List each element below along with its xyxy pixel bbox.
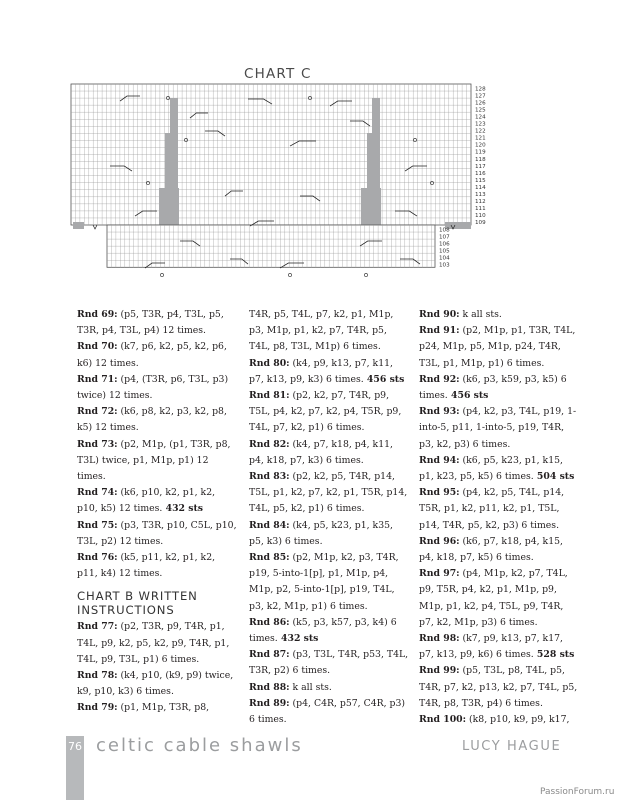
edge-block-left (73, 222, 84, 229)
round-text: k all sts. (289, 681, 332, 693)
row-number: 124 (475, 114, 486, 121)
round-text: (p5, T3L, p8, T4L, p5, T4R, p7, k2, p13, k2, p7, T4L, p5, T4R, p8, T3R, p4) 6 times. (419, 665, 578, 709)
round-text: (p5, T3R, p4, T3L, p5, T3R, p4, T3L, p4) 12 times. (77, 309, 224, 337)
round-instruction (77, 518, 237, 550)
row-number: 114 (475, 184, 486, 191)
round-text: (p4, (T3R, p6, T3L, p3) twice) 12 times. (77, 373, 229, 402)
row-number: 119 (475, 149, 486, 156)
round-instruction (249, 518, 409, 550)
round-label: Rnd 73: (77, 438, 118, 450)
chart-title: CHART C (244, 66, 312, 82)
round-label: Rnd 91: (419, 325, 460, 337)
row-number: 128 (475, 86, 486, 93)
round-label: Rnd 81: (249, 390, 290, 402)
row-number: 121 (475, 135, 486, 142)
row-number: 125 (475, 107, 486, 114)
round-label: Rnd 89: (249, 697, 290, 709)
round-label: Rnd 71: (77, 373, 118, 385)
round-text: (p2, k2, p7, T4R, p9, T5L, p4, k2, p7, k2, p4, T5R, p9, T4L, p7, k2, p1) 6 times. (249, 390, 402, 434)
round-instruction (77, 404, 237, 436)
round-label: Rnd 95: (419, 487, 460, 499)
round-label: Rnd 76: (77, 552, 118, 564)
round-label: Rnd 86: (249, 616, 290, 628)
round-text: (p4, M1p, k2, p7, T4L, p9, T5R, p4, k2, p1, M1p, p9, M1p, p1, k2, p4, T5L, p9, T4R, p7, k2, M1p, p3) 6 times. (419, 568, 568, 628)
row-number: 113 (475, 192, 486, 198)
round-text: (p2, k2, p5, T4R, p14, T5L, p1, k2, p7, k2, p1, T5R, p14, T4L, p5, k2, p1) 6 times. (249, 471, 408, 515)
round-text: T4R, p5, T4L, p7, k2, p1, M1p, p3, M1p, p1, k2, p7, T4R, p5, T4L, p8, T3L, M1p) 6 times. (249, 309, 394, 353)
round-label: Rnd 93: (419, 406, 460, 418)
round-label: Rnd 92: (419, 373, 460, 385)
round-instruction (419, 631, 579, 663)
round-label: Rnd 74: (77, 487, 118, 499)
round-label: Rnd 98: (419, 633, 460, 645)
row-number: 117 (475, 163, 486, 170)
round-text: (p3, T3R, p10, C5L, p10, T3L, p2) 12 times. (77, 519, 237, 547)
round-label: Rnd 87: (249, 649, 290, 661)
round-text: (k7, p9, k13, p7, k17, p7, k13, p9, k6) 6 times. (419, 633, 563, 661)
author-name: LUCY HAGUE (462, 739, 562, 754)
row-number: 111 (475, 206, 486, 213)
row-number: 104 (439, 255, 450, 262)
round-instruction (249, 680, 409, 696)
round-text: (k4, p10, (k9, p9) twice, k9, p10, k3) 6 times. (77, 670, 234, 698)
stitch-count: 432 sts (162, 503, 204, 515)
round-text: (p1, M1p, T3R, p8, (117, 702, 210, 714)
round-label: Rnd 78: (77, 670, 118, 682)
row-number: 126 (475, 100, 486, 107)
round-instruction (419, 534, 579, 566)
round-text: (p2, M1p, p1, T3R, T4L, p24, M1p, p5, M1p, p24, T4R, T3L, p1, M1p, p1) 6 times. (419, 325, 576, 369)
row-number: 108 (439, 227, 450, 234)
round-label: Rnd 72: (77, 406, 118, 418)
round-instruction (249, 307, 409, 356)
round-label: Rnd 96: (419, 535, 460, 547)
round-instruction (249, 437, 409, 469)
round-instruction (77, 619, 237, 668)
round-instruction (77, 372, 237, 404)
round-label: Rnd 83: (249, 471, 290, 483)
round-label: Rnd 77: (77, 621, 118, 633)
row-number: 105 (439, 248, 450, 255)
round-text: (k6, p3, k59, p3, k5) 6 times. (419, 373, 567, 402)
round-instruction (77, 700, 237, 716)
round-instruction (249, 550, 409, 615)
round-label: Rnd 94: (419, 454, 460, 466)
round-instruction (419, 307, 579, 323)
round-instruction (77, 437, 237, 486)
round-instruction (249, 647, 409, 679)
round-instruction (419, 453, 579, 485)
round-instruction (77, 307, 237, 339)
row-number: 123 (475, 121, 486, 128)
stitch-count: 456 sts (363, 373, 405, 385)
increase-symbol (364, 273, 367, 276)
round-instruction (419, 404, 579, 453)
round-instruction (249, 356, 409, 388)
round-instruction (77, 339, 237, 371)
instructions-column-2 (249, 307, 409, 728)
nostitch-block (159, 188, 179, 229)
watermark: PassionForum.ru (540, 787, 615, 797)
row-number: 120 (475, 142, 486, 149)
round-text: (k5, p3, k57, p3, k4) 6 times. (249, 616, 397, 645)
row-number: 127 (475, 93, 486, 100)
stitch-count: 504 sts (533, 471, 575, 483)
instructions-column-1 (77, 307, 237, 717)
round-instruction (249, 469, 409, 518)
round-instruction (77, 485, 237, 517)
round-instruction (419, 566, 579, 631)
round-text: (k7, p6, k2, p5, k2, p6, k6) 12 times. (77, 341, 227, 369)
round-text: (k4, p7, k18, p4, k11, p4, k18, p7, k3) 6 times. (249, 438, 393, 466)
nostitch-block (165, 133, 178, 189)
round-text: (k4, p9, k13, p7, k11, p7, k13, p9, k3) 6 times. (249, 357, 393, 385)
round-instruction (419, 323, 579, 372)
row-number: 106 (439, 241, 450, 248)
round-label: Rnd 70: (77, 341, 118, 353)
round-text: (p2, T3R, p9, T4R, p1, T4L, p9, k2, p5, k2, p9, T4R, p1, T4L, p9, T3L, p1) 6 times. (77, 621, 230, 665)
nostitch-block (367, 133, 380, 189)
nostitch-block (170, 98, 178, 134)
row-number: 103 (439, 262, 450, 269)
row-number: 112 (475, 199, 486, 206)
row-number: 116 (475, 170, 486, 177)
stitch-count: 456 sts (447, 390, 489, 402)
row-number: 109 (475, 220, 486, 227)
round-label: Rnd 80: (249, 357, 290, 369)
round-instruction (249, 696, 409, 728)
round-label: Rnd 100: (419, 714, 467, 726)
round-label: Rnd 82: (249, 438, 290, 450)
round-text: (k6, p10, k2, p1, k2, p10, k5) 12 times. (77, 487, 216, 515)
row-number: 122 (475, 128, 486, 135)
book-title: celtic cable shawls (96, 735, 303, 756)
round-label: Rnd 90: (419, 309, 460, 320)
increase-symbol (288, 273, 291, 276)
nostitch-block (372, 98, 380, 134)
round-text: (p2, M1p, (p1, T3R, p8, T3L) twice, p1, M1p, p1) 12 times. (77, 438, 231, 483)
round-instruction (249, 615, 409, 647)
row-number: 115 (475, 177, 486, 184)
round-label: Rnd 97: (419, 568, 460, 580)
round-instruction (77, 550, 237, 582)
round-text: (k6, p8, k2, p3, k2, p8, k5) 12 times. (77, 406, 227, 434)
round-label: Rnd 88: (249, 681, 290, 693)
round-text: (k6, p5, k23, p1, k15, p1, k23, p5, k5) 6 times. (419, 454, 563, 483)
round-instruction (419, 712, 579, 728)
stitch-count: 528 sts (533, 649, 575, 661)
round-label: Rnd 75: (77, 519, 118, 531)
round-text: (p4, k2, p3, T4L, p19, 1-into-5, p11, 1-into-5, p19, T4R, p3, k2, p3) 6 times. (419, 406, 577, 450)
round-label: Rnd 85: (249, 552, 290, 564)
round-instruction (419, 485, 579, 534)
round-text: (k5, p11, k2, p1, k2, p11, k4) 12 times. (77, 552, 216, 580)
round-text: (p2, M1p, k2, p3, T4R, p19, 5-into-1[p], p1, M1p, p4, M1p, p2, 5-into-1[p], p19, T4L, p3, k2, M1p, p1) 6 times. (249, 552, 399, 612)
instructions-column-3 (419, 307, 579, 728)
row-number: 110 (475, 213, 486, 220)
round-text: (k4, p5, k23, p1, k35, p5, k3) 6 times. (249, 519, 393, 547)
round-text: (p3, T3L, T4R, p53, T4L, T3R, p2) 6 times. (249, 649, 409, 677)
round-label: Rnd 69: (77, 309, 118, 320)
row-number: 118 (475, 156, 486, 163)
round-instruction (77, 668, 237, 700)
stitch-count: 432 sts (277, 633, 319, 645)
round-instruction (419, 372, 579, 404)
round-text: (k8, p10, k9, p9, k17, (466, 714, 570, 726)
round-label: Rnd 84: (249, 519, 290, 531)
round-text: (p4, C4R, p57, C4R, p3) 6 times. (249, 697, 406, 726)
increase-symbol (160, 273, 163, 276)
knitting-chart (0, 0, 640, 290)
round-text: (k6, p7, k18, p4, k15, p4, k18, p7, k5) 6 times. (419, 535, 563, 564)
slip-symbol (93, 225, 97, 229)
round-text: (p4, k2, p5, T4L, p14, T5R, p1, k2, p11, k2, p1, T5L, p14, T4R, p5, k2, p3) 6 times. (419, 487, 565, 531)
page-number: 76 (68, 740, 82, 753)
nostitch-block (361, 188, 381, 229)
round-instruction (249, 388, 409, 437)
section-heading: CHART B WRITTEN INSTRUCTIONS (77, 589, 198, 618)
round-label: Rnd 79: (77, 702, 118, 714)
round-label: Rnd 99: (419, 665, 460, 677)
round-instruction (419, 663, 579, 712)
row-number: 107 (439, 234, 450, 241)
round-text: k all sts. (459, 309, 502, 320)
